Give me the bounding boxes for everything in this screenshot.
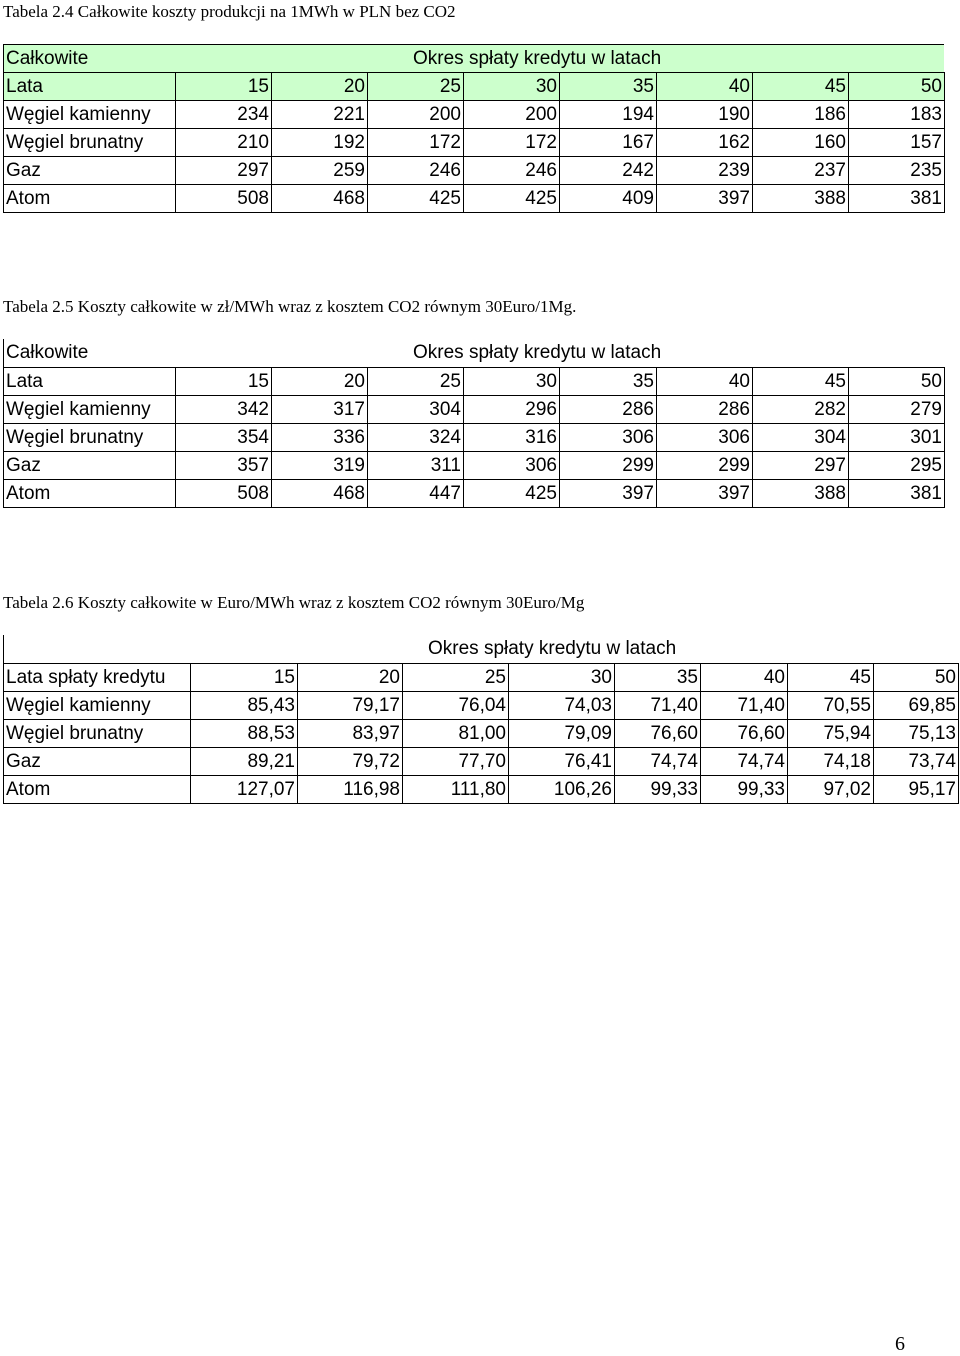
value-cell: 317 — [272, 396, 368, 424]
years-row — [4, 664, 959, 692]
value-cell: 388 — [753, 185, 849, 213]
value-cell: 397 — [657, 480, 753, 508]
year-cell: 20 — [272, 73, 368, 101]
value-cell: 79,17 — [298, 692, 403, 720]
value-cell: 76,60 — [701, 720, 788, 748]
year-cell: 25 — [403, 664, 509, 692]
year-cell: 50 — [849, 73, 945, 101]
table-row — [4, 185, 945, 213]
value-cell: 239 — [657, 157, 753, 185]
value-cell: 286 — [657, 396, 753, 424]
value-cell: 69,85 — [874, 692, 959, 720]
value-cell: 297 — [176, 157, 272, 185]
value-cell: 71,40 — [615, 692, 701, 720]
value-cell: 172 — [368, 129, 464, 157]
value-cell: 259 — [272, 157, 368, 185]
table-row — [4, 776, 959, 804]
value-cell: 162 — [657, 129, 753, 157]
year-cell: 15 — [176, 73, 272, 101]
year-cell: 40 — [657, 368, 753, 396]
cost-table-2-4 — [3, 44, 945, 213]
years-row — [4, 73, 945, 101]
value-cell: 425 — [464, 480, 560, 508]
year-cell: 50 — [849, 368, 945, 396]
value-cell: 74,18 — [788, 748, 874, 776]
value-cell: 508 — [176, 185, 272, 213]
value-cell: 160 — [753, 129, 849, 157]
value-cell: 246 — [464, 157, 560, 185]
value-cell: 304 — [753, 424, 849, 452]
value-cell: 297 — [753, 452, 849, 480]
value-cell: 85,43 — [191, 692, 298, 720]
period-label: Okres spłaty kredytu w latach — [428, 638, 677, 659]
value-cell: 73,74 — [874, 748, 959, 776]
year-cell: 35 — [560, 368, 657, 396]
period-label: Okres spłaty kredytu w latach — [413, 48, 662, 69]
year-cell: 30 — [509, 664, 615, 692]
value-cell: 354 — [176, 424, 272, 452]
value-cell: 76,04 — [403, 692, 509, 720]
value-cell: 299 — [657, 452, 753, 480]
corner-label — [3, 635, 6, 663]
value-cell: 99,33 — [615, 776, 701, 804]
year-cell: 35 — [560, 73, 657, 101]
row-label: Atom — [4, 776, 191, 804]
year-cell: 40 — [701, 664, 788, 692]
value-cell: 194 — [560, 101, 657, 129]
value-cell: 74,74 — [615, 748, 701, 776]
value-cell: 76,60 — [615, 720, 701, 748]
value-cell: 336 — [272, 424, 368, 452]
value-cell: 183 — [849, 101, 945, 129]
value-cell: 425 — [464, 185, 560, 213]
years-label: Lata — [4, 368, 176, 396]
value-cell: 409 — [560, 185, 657, 213]
value-cell: 447 — [368, 480, 464, 508]
year-cell: 25 — [368, 73, 464, 101]
table-caption: Tabela 2.4 Całkowite koszty produkcji na 1MWh w PLN bez CO2 — [3, 2, 456, 21]
table-row — [4, 101, 945, 129]
row-label: Atom — [4, 480, 176, 508]
value-cell: 296 — [464, 396, 560, 424]
value-cell: 190 — [657, 101, 753, 129]
value-cell: 76,41 — [509, 748, 615, 776]
table-row — [4, 424, 945, 452]
row-label: Węgiel kamienny — [4, 692, 191, 720]
table-row — [4, 452, 945, 480]
value-cell: 75,13 — [874, 720, 959, 748]
value-cell: 79,72 — [298, 748, 403, 776]
row-label: Atom — [4, 185, 176, 213]
row-label: Węgiel brunatny — [4, 424, 176, 452]
value-cell: 200 — [464, 101, 560, 129]
value-cell: 74,03 — [509, 692, 615, 720]
value-cell: 106,26 — [509, 776, 615, 804]
value-cell: 388 — [753, 480, 849, 508]
year-cell: 20 — [298, 664, 403, 692]
value-cell: 282 — [753, 396, 849, 424]
year-cell: 45 — [788, 664, 874, 692]
value-cell: 81,00 — [403, 720, 509, 748]
year-cell: 15 — [176, 368, 272, 396]
table-row — [4, 157, 945, 185]
table-header-row — [3, 44, 944, 72]
table-row — [4, 396, 945, 424]
value-cell: 172 — [464, 129, 560, 157]
value-cell: 324 — [368, 424, 464, 452]
value-cell: 75,94 — [788, 720, 874, 748]
value-cell: 286 — [560, 396, 657, 424]
value-cell: 111,80 — [403, 776, 509, 804]
value-cell: 299 — [560, 452, 657, 480]
value-cell: 311 — [368, 452, 464, 480]
value-cell: 95,17 — [874, 776, 959, 804]
cost-table-2-6 — [3, 635, 959, 804]
year-cell: 45 — [753, 73, 849, 101]
value-cell: 397 — [657, 185, 753, 213]
value-cell: 234 — [176, 101, 272, 129]
year-cell: 45 — [753, 368, 849, 396]
value-cell: 242 — [560, 157, 657, 185]
value-cell: 342 — [176, 396, 272, 424]
data-table — [3, 72, 945, 213]
years-row — [4, 368, 945, 396]
value-cell: 88,53 — [191, 720, 298, 748]
years-label: Lata spłaty kredytu — [4, 664, 191, 692]
value-cell: 74,74 — [701, 748, 788, 776]
table-row — [4, 129, 945, 157]
value-cell: 186 — [753, 101, 849, 129]
value-cell: 316 — [464, 424, 560, 452]
value-cell: 397 — [560, 480, 657, 508]
table-row — [4, 720, 959, 748]
value-cell: 70,55 — [788, 692, 874, 720]
value-cell: 468 — [272, 185, 368, 213]
value-cell: 306 — [657, 424, 753, 452]
value-cell: 304 — [368, 396, 464, 424]
value-cell: 468 — [272, 480, 368, 508]
value-cell: 77,70 — [403, 748, 509, 776]
table-header-row — [3, 635, 958, 663]
year-cell: 30 — [464, 368, 560, 396]
row-label: Gaz — [4, 157, 176, 185]
row-label: Węgiel kamienny — [4, 396, 176, 424]
table-caption: Tabela 2.5 Koszty całkowite w zł/MWh wraz z kosztem CO2 równym 30Euro/1Mg. — [3, 297, 577, 316]
value-cell: 235 — [849, 157, 945, 185]
value-cell: 306 — [464, 452, 560, 480]
value-cell: 319 — [272, 452, 368, 480]
row-label: Gaz — [4, 748, 191, 776]
value-cell: 221 — [272, 101, 368, 129]
year-cell: 50 — [874, 664, 959, 692]
cost-table-2-5 — [3, 339, 945, 508]
corner-label: Całkowite — [3, 339, 88, 367]
row-label: Gaz — [4, 452, 176, 480]
data-table — [3, 367, 945, 508]
value-cell: 381 — [849, 185, 945, 213]
row-label: Węgiel kamienny — [4, 101, 176, 129]
corner-label: Całkowite — [3, 45, 88, 73]
year-cell: 15 — [191, 664, 298, 692]
year-cell: 35 — [615, 664, 701, 692]
value-cell: 279 — [849, 396, 945, 424]
table-header-row — [3, 339, 944, 367]
value-cell: 425 — [368, 185, 464, 213]
year-cell: 25 — [368, 368, 464, 396]
value-cell: 210 — [176, 129, 272, 157]
value-cell: 295 — [849, 452, 945, 480]
value-cell: 97,02 — [788, 776, 874, 804]
value-cell: 381 — [849, 480, 945, 508]
value-cell: 200 — [368, 101, 464, 129]
value-cell: 89,21 — [191, 748, 298, 776]
value-cell: 246 — [368, 157, 464, 185]
value-cell: 99,33 — [701, 776, 788, 804]
value-cell: 508 — [176, 480, 272, 508]
value-cell: 192 — [272, 129, 368, 157]
data-table — [3, 663, 959, 804]
table-row — [4, 480, 945, 508]
row-label: Węgiel brunatny — [4, 129, 176, 157]
value-cell: 301 — [849, 424, 945, 452]
value-cell: 157 — [849, 129, 945, 157]
value-cell: 167 — [560, 129, 657, 157]
period-label: Okres spłaty kredytu w latach — [413, 342, 662, 363]
value-cell: 83,97 — [298, 720, 403, 748]
page-number: 6 — [895, 1333, 905, 1355]
value-cell: 306 — [560, 424, 657, 452]
value-cell: 116,98 — [298, 776, 403, 804]
value-cell: 71,40 — [701, 692, 788, 720]
value-cell: 237 — [753, 157, 849, 185]
value-cell: 357 — [176, 452, 272, 480]
year-cell: 40 — [657, 73, 753, 101]
year-cell: 20 — [272, 368, 368, 396]
table-row — [4, 692, 959, 720]
table-row — [4, 748, 959, 776]
value-cell: 79,09 — [509, 720, 615, 748]
years-label: Lata — [4, 73, 176, 101]
year-cell: 30 — [464, 73, 560, 101]
table-caption: Tabela 2.6 Koszty całkowite w Euro/MWh wraz z kosztem CO2 równym 30Euro/Mg — [3, 593, 585, 612]
value-cell: 127,07 — [191, 776, 298, 804]
row-label: Węgiel brunatny — [4, 720, 191, 748]
